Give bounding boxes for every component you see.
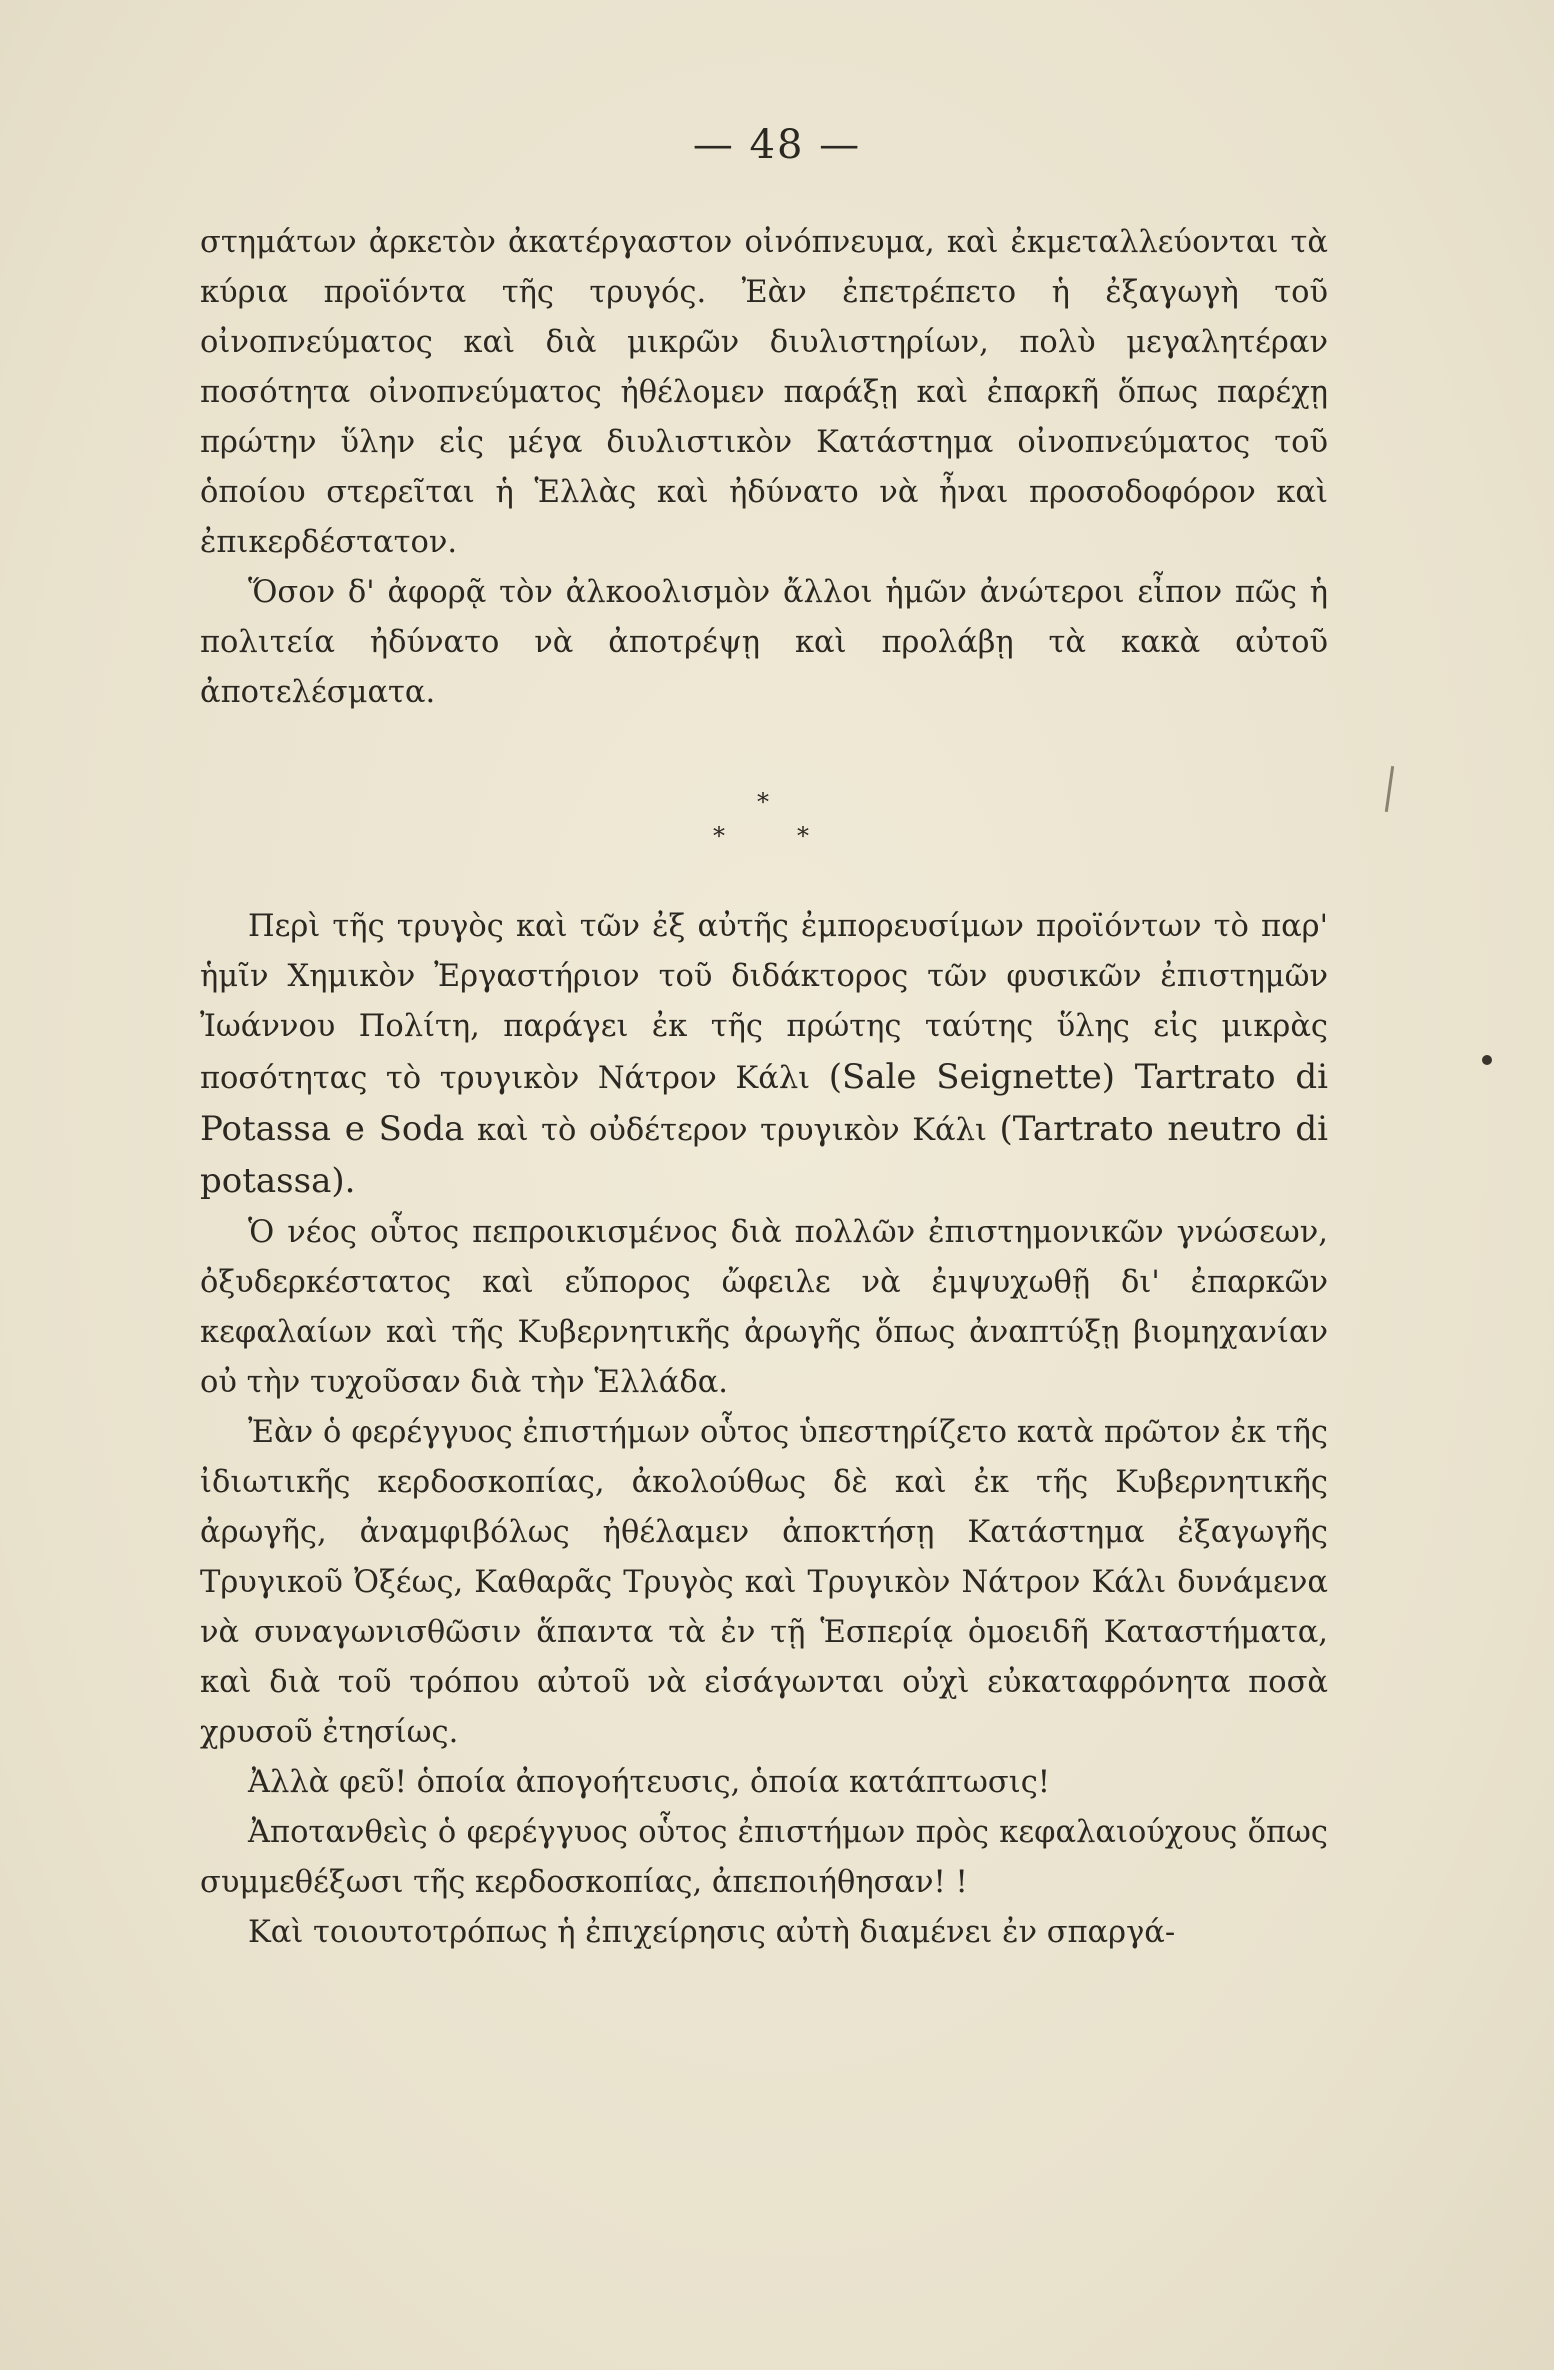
paragraph-exclamation: Ἀλλὰ φεῦ! ὁποία ἀπογοήτευσις, ὁποία κατάπτωσις! bbox=[248, 1765, 1051, 1800]
asterism-separator bbox=[0, 788, 1554, 858]
paragraph-support: Ἐὰν ὁ φερέγγυος ἐπιστήμων οὗτος ὑπεστηρίζετο κατὰ πρῶτον ἐκ τῆς ἰδιωτικῆς κερδοσκοπίας, ἀκολούθως δὲ καὶ ἐκ τῆς Κυβερνητικῆς ἀρωγῆς, ἀναμφιβόλως ἠθέλαμεν ἀποκτήσῃ Κατάστημα ἐξαγωγῆς Τρυγικοῦ Ὀξέως, Καθαρᾶς Τρυγὸς καὶ Τρυγικὸν Νάτρον Κάλι δυνάμενα νὰ συναγωνισθῶσιν ἅπαντα τὰ ἐν τῇ Ἑσπερίᾳ ὁμοειδῆ Καταστήματα, καὶ διὰ τοῦ τρόπου αὐτοῦ νὰ εἰσάγωνται οὐχὶ εὐκαταφρόνητα ποσὰ χρυσοῦ ἐτησίως. bbox=[200, 1415, 1328, 1750]
asterism-star-left: * bbox=[713, 822, 725, 850]
paragraph-alcoholism: Ὅσον δ' ἀφορᾷ τὸν ἀλκοολισμὸν ἄλλοι ἡμῶν ἀνώτεροι εἶπον πῶς ἡ πολιτεία ἠδύνατο νὰ ἀποτρέψῃ καὶ προλάβῃ τὰ κακὰ αὐτοῦ ἀποτελέσματα. bbox=[200, 575, 1328, 710]
margin-ink-dot bbox=[1482, 1055, 1492, 1065]
paragraph-tartar-products bbox=[200, 902, 1328, 1208]
page-number: — 48 — bbox=[692, 122, 862, 168]
text-block-top bbox=[200, 218, 1328, 718]
latin-product-name: (Tartrato neutro di potassa). bbox=[200, 1109, 1328, 1201]
asterism-star-top: * bbox=[757, 788, 769, 816]
paragraph-text: καὶ τὸ οὐδέτερον τρυγικὸν Κάλι bbox=[464, 1113, 1000, 1148]
paragraph-conclusion: Καὶ τοιουτοτρόπως ἡ ἐπιχείρησις αὐτὴ διαμένει ἐν σπαργά- bbox=[248, 1915, 1176, 1950]
latin-product-name: (Sale Seignette) Tartrato di Potassa e Soda bbox=[200, 1057, 1328, 1149]
paragraph-text: Περὶ τῆς τρυγὸς καὶ τῶν ἐξ αὐτῆς ἐμπορευσίμων προϊόντων τὸ παρ' ἡμῖν Χημικὸν Ἐργαστήριον τοῦ διδάκτορος τῶν φυσικῶν ἐπιστημῶν Ἰωάννου Πολίτη, παράγει ἐκ τῆς πρώτης ταύτης ὕλης εἰς μικρὰς ποσότητας τὸ τρυγικὸν Νάτρον Κάλι bbox=[200, 909, 1328, 1096]
paragraph-continuation: στημάτων ἀρκετὸν ἀκατέργαστον οἰνόπνευμα, καὶ ἐκμεταλλεύονται τὰ κύρια προϊόντα τῆς τρυγός. Ἐὰν ἐπετρέπετο ἡ ἐξαγωγὴ τοῦ οἰνοπνεύματος καὶ διὰ μικρῶν διυλιστηρίων, πολὺ μεγαλητέραν ποσότητα οἰνοπνεύματος ἠθέλομεν παράξῃ καὶ ἐπαρκῆ ὅπως παρέχῃ πρώτην ὕλην εἰς μέγα διυλιστικὸν Κατάστημα οἰνοπνεύματος τοῦ ὁποίου στερεῖται ἡ Ἑλλὰς καὶ ἠδύνατο νὰ ἦναι προσοδοφόρον καὶ ἐπικερδέστατον. bbox=[200, 225, 1328, 560]
paragraph-young-scientist: Ὁ νέος οὗτος πεπροικισμένος διὰ πολλῶν ἐπιστημονικῶν γνώσεων, ὀξυδερκέστατος καὶ εὔπορος ὤφειλε νὰ ἐμψυχωθῇ δι' ἐπαρκῶν κεφαλαίων καὶ τῆς Κυβερνητικῆς ἀρωγῆς ὅπως ἀναπτύξῃ βιομηχανίαν οὐ τὴν τυχοῦσαν διὰ τὴν Ἑλλάδα. bbox=[200, 1215, 1328, 1400]
text-block-bottom bbox=[200, 902, 1328, 1958]
paragraph-refusal: Ἀποτανθεὶς ὁ φερέγγυος οὗτος ἐπιστήμων πρὸς κεφαλαιούχους ὅπως συμμεθέξωσι τῆς κερδοσκοπίας, ἀπεποιήθησαν! ! bbox=[200, 1815, 1328, 1900]
asterism-star-right: * bbox=[797, 822, 809, 850]
